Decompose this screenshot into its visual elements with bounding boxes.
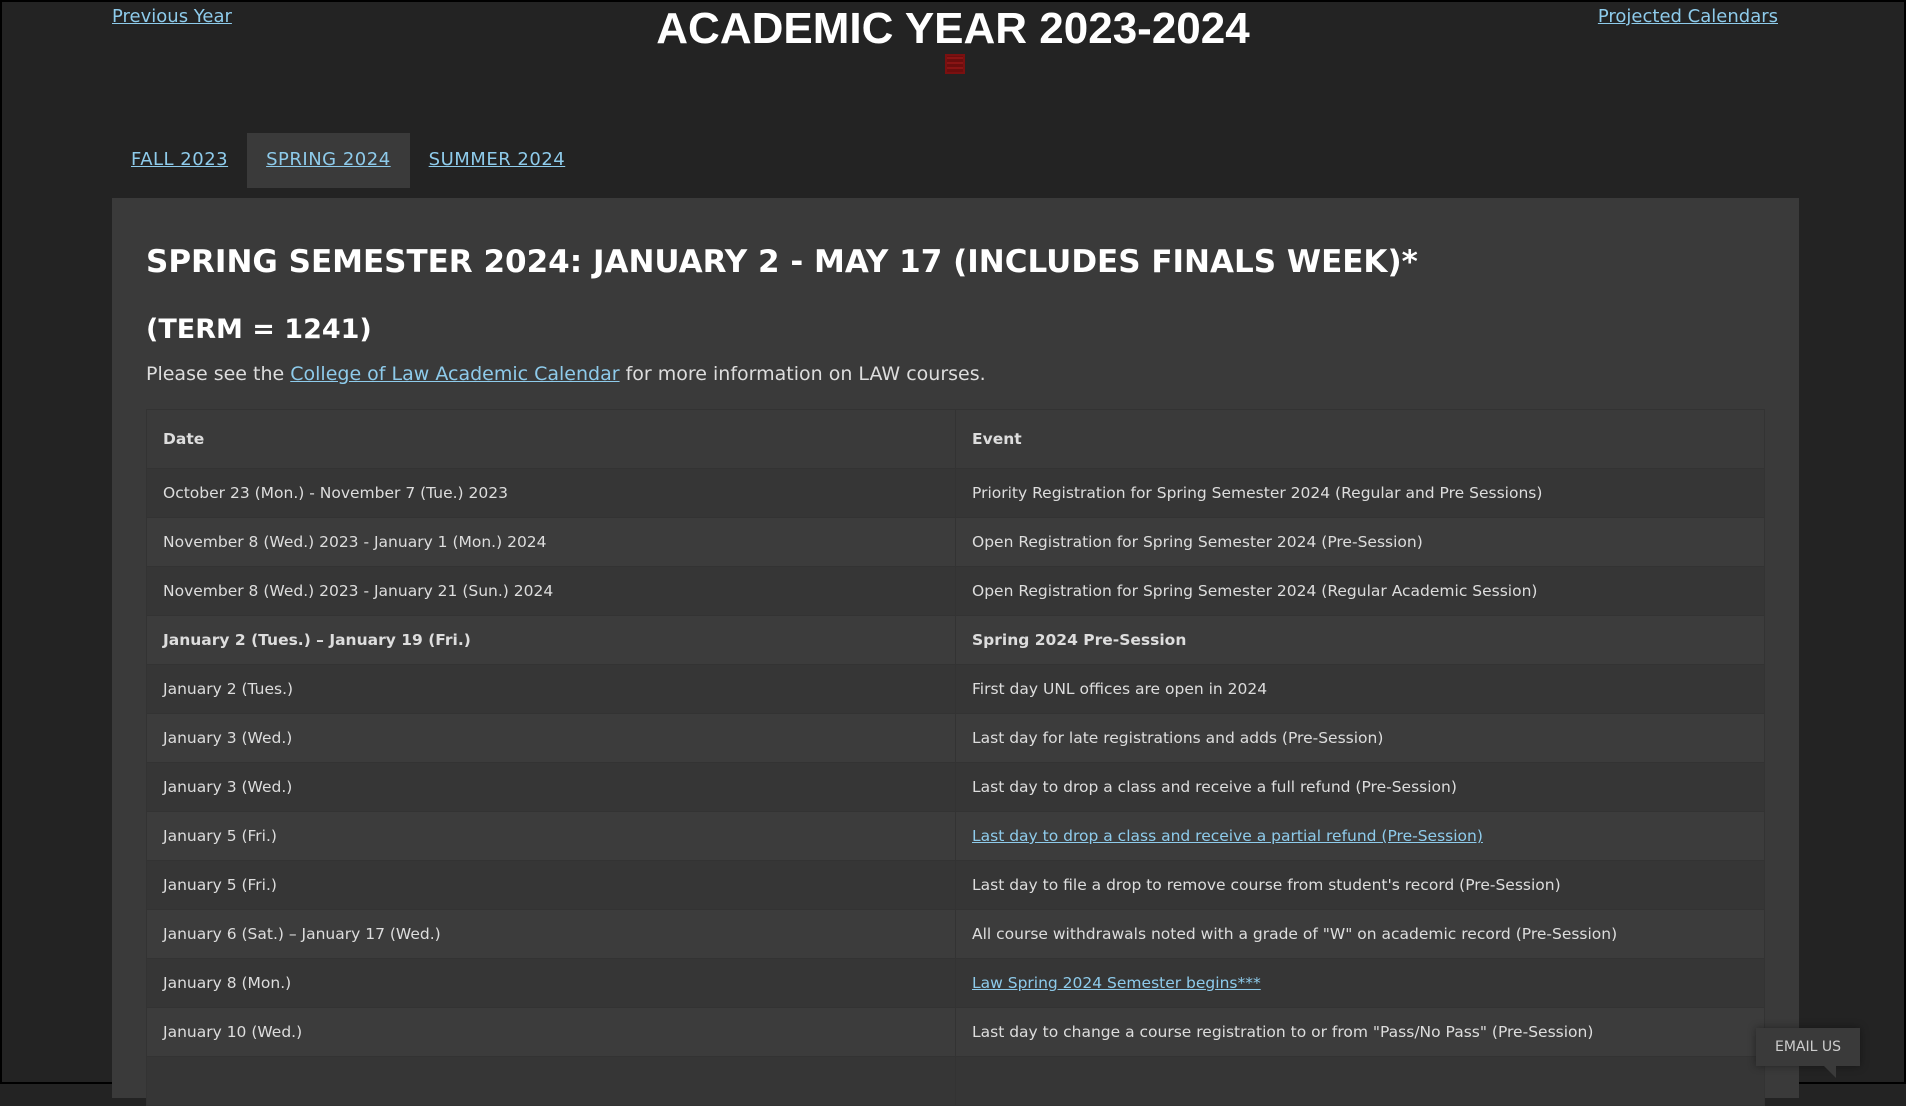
date-cell: November 8 (Wed.) 2023 - January 1 (Mon.) 2024 [147, 518, 956, 567]
date-cell: January 2 (Tues.) [147, 665, 956, 714]
event-cell: Priority Registration for Spring Semester 2024 (Regular and Pre Sessions) [956, 469, 1765, 518]
term-heading: (TERM = 1241) [146, 314, 372, 345]
table-row [147, 959, 1765, 1008]
date-cell: January 3 (Wed.) [147, 763, 956, 812]
table-row [147, 910, 1765, 959]
event-link[interactable]: Last day to drop a class and receive a partial refund (Pre-Session) [972, 827, 1483, 845]
date-cell: January 5 (Fri.) [147, 861, 956, 910]
tab-summer-2024[interactable]: SUMMER 2024 [428, 149, 566, 170]
date-header: Date [147, 410, 956, 469]
date-cell: January 6 (Sat.) – January 17 (Wed.) [147, 910, 956, 959]
event-cell: Open Registration for Spring Semester 2024 (Pre-Session) [956, 518, 1765, 567]
date-cell: January 8 (Mon.) [147, 959, 956, 1008]
table-row [147, 1057, 1765, 1106]
event-cell: Last day to drop a class and receive a full refund (Pre-Session) [956, 763, 1765, 812]
table-row [147, 518, 1765, 567]
semester-tabs [112, 133, 584, 188]
law-calendar-link[interactable]: College of Law Academic Calendar [290, 363, 620, 385]
table-row [147, 1008, 1765, 1057]
event-cell: Last day for late registrations and adds (Pre-Session) [956, 714, 1765, 763]
event-cell: First day UNL offices are open in 2024 [956, 665, 1765, 714]
date-cell: January 5 (Fri.) [147, 812, 956, 861]
event-cell [956, 1057, 1765, 1106]
event-cell: Last day to change a course registration to or from "Pass/No Pass" (Pre-Session) [956, 1008, 1765, 1057]
tab-spring-2024[interactable]: SPRING 2024 [247, 133, 410, 188]
date-cell: January 3 (Wed.) [147, 714, 956, 763]
date-cell: January 2 (Tues.) – January 19 (Fri.) [147, 616, 956, 665]
date-cell: November 8 (Wed.) 2023 - January 21 (Sun.) 2024 [147, 567, 956, 616]
calendar-icon [945, 54, 965, 74]
table-row [147, 469, 1765, 518]
event-cell: Last day to file a drop to remove course from student's record (Pre-Session) [956, 861, 1765, 910]
calendar-table [146, 409, 1765, 1106]
date-cell: October 23 (Mon.) - November 7 (Tue.) 2023 [147, 469, 956, 518]
table-row [147, 714, 1765, 763]
semester-heading: SPRING SEMESTER 2024: JANUARY 2 - MAY 17 (INCLUDES FINALS WEEK)* [146, 244, 1418, 280]
page-title: ACADEMIC YEAR 2023-2024 [656, 4, 1250, 53]
event-cell: Open Registration for Spring Semester 2024 (Regular Academic Session) [956, 567, 1765, 616]
event-cell [956, 959, 1765, 1008]
email-us-button[interactable]: EMAIL US [1756, 1028, 1860, 1066]
tab-fall-2023[interactable]: FALL 2023 [131, 149, 229, 170]
date-cell: January 10 (Wed.) [147, 1008, 956, 1057]
table-row [147, 812, 1765, 861]
event-header: Event [956, 410, 1765, 469]
table-row [147, 567, 1765, 616]
table-row [147, 861, 1765, 910]
table-row [147, 665, 1765, 714]
event-link[interactable]: Law Spring 2024 Semester begins*** [972, 974, 1261, 992]
event-cell [956, 812, 1765, 861]
table-row [147, 763, 1765, 812]
previous-year-link[interactable]: Previous Year [112, 6, 232, 27]
date-cell [147, 1057, 956, 1106]
projected-calendars-link[interactable]: Projected Calendars [1597, 6, 1778, 27]
event-cell: All course withdrawals noted with a grade of "W" on academic record (Pre-Session) [956, 910, 1765, 959]
event-cell: Spring 2024 Pre-Session [956, 616, 1765, 665]
table-row [147, 616, 1765, 665]
intro-text: Please see the College of Law Academic Calendar for more information on LAW courses. [146, 363, 986, 385]
spring-panel [112, 198, 1799, 1098]
